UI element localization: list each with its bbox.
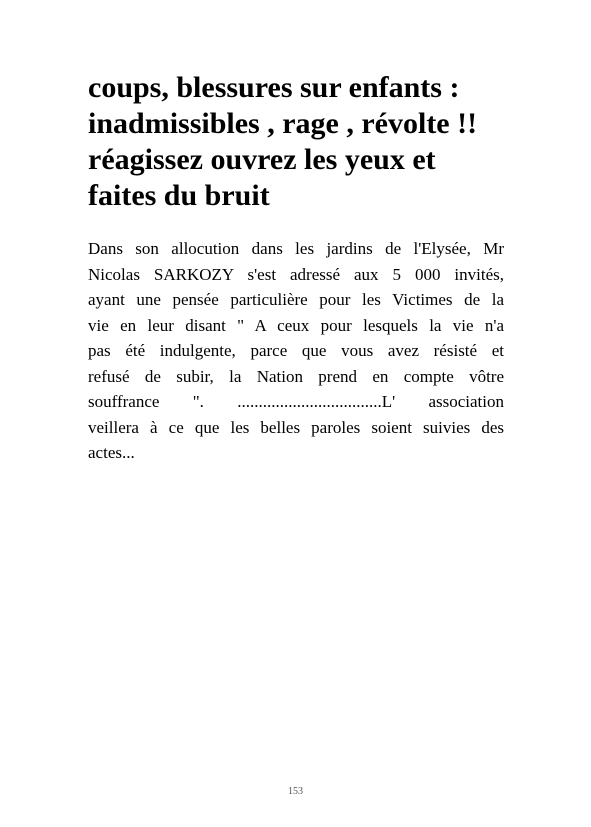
body-line: pas été indulgente, parce que vous avez résisté et	[88, 341, 504, 360]
body-line: refusé de subir, la Nation prend en compte vôtre	[88, 366, 504, 386]
article-body	[88, 236, 504, 466]
title-line: réagissez ouvrez les yeux et	[88, 143, 436, 176]
page-number: 153	[288, 786, 303, 797]
body-line: vie en leur disant " A ceux pour lesquels la vie n'a	[88, 315, 504, 335]
body-line: ayant une pensée particulière pour les Victimes de la	[88, 290, 504, 309]
title-line: inadmissibles , rage , révolte !!	[88, 107, 478, 140]
body-line: souffrance ". ..................................L' association	[88, 392, 504, 411]
title-line: faites du bruit	[88, 179, 270, 212]
article-title	[88, 70, 528, 214]
body-line: veillera à ce que les belles paroles soient suivies des	[88, 417, 504, 437]
title-line: coups, blessures sur enfants :	[88, 71, 460, 104]
body-line: actes...	[88, 443, 135, 462]
body-line: Nicolas SARKOZY s'est adressé aux 5 000 invités,	[88, 264, 504, 284]
body-line: Dans son allocution dans les jardins de l'Elysée, Mr	[88, 239, 504, 258]
